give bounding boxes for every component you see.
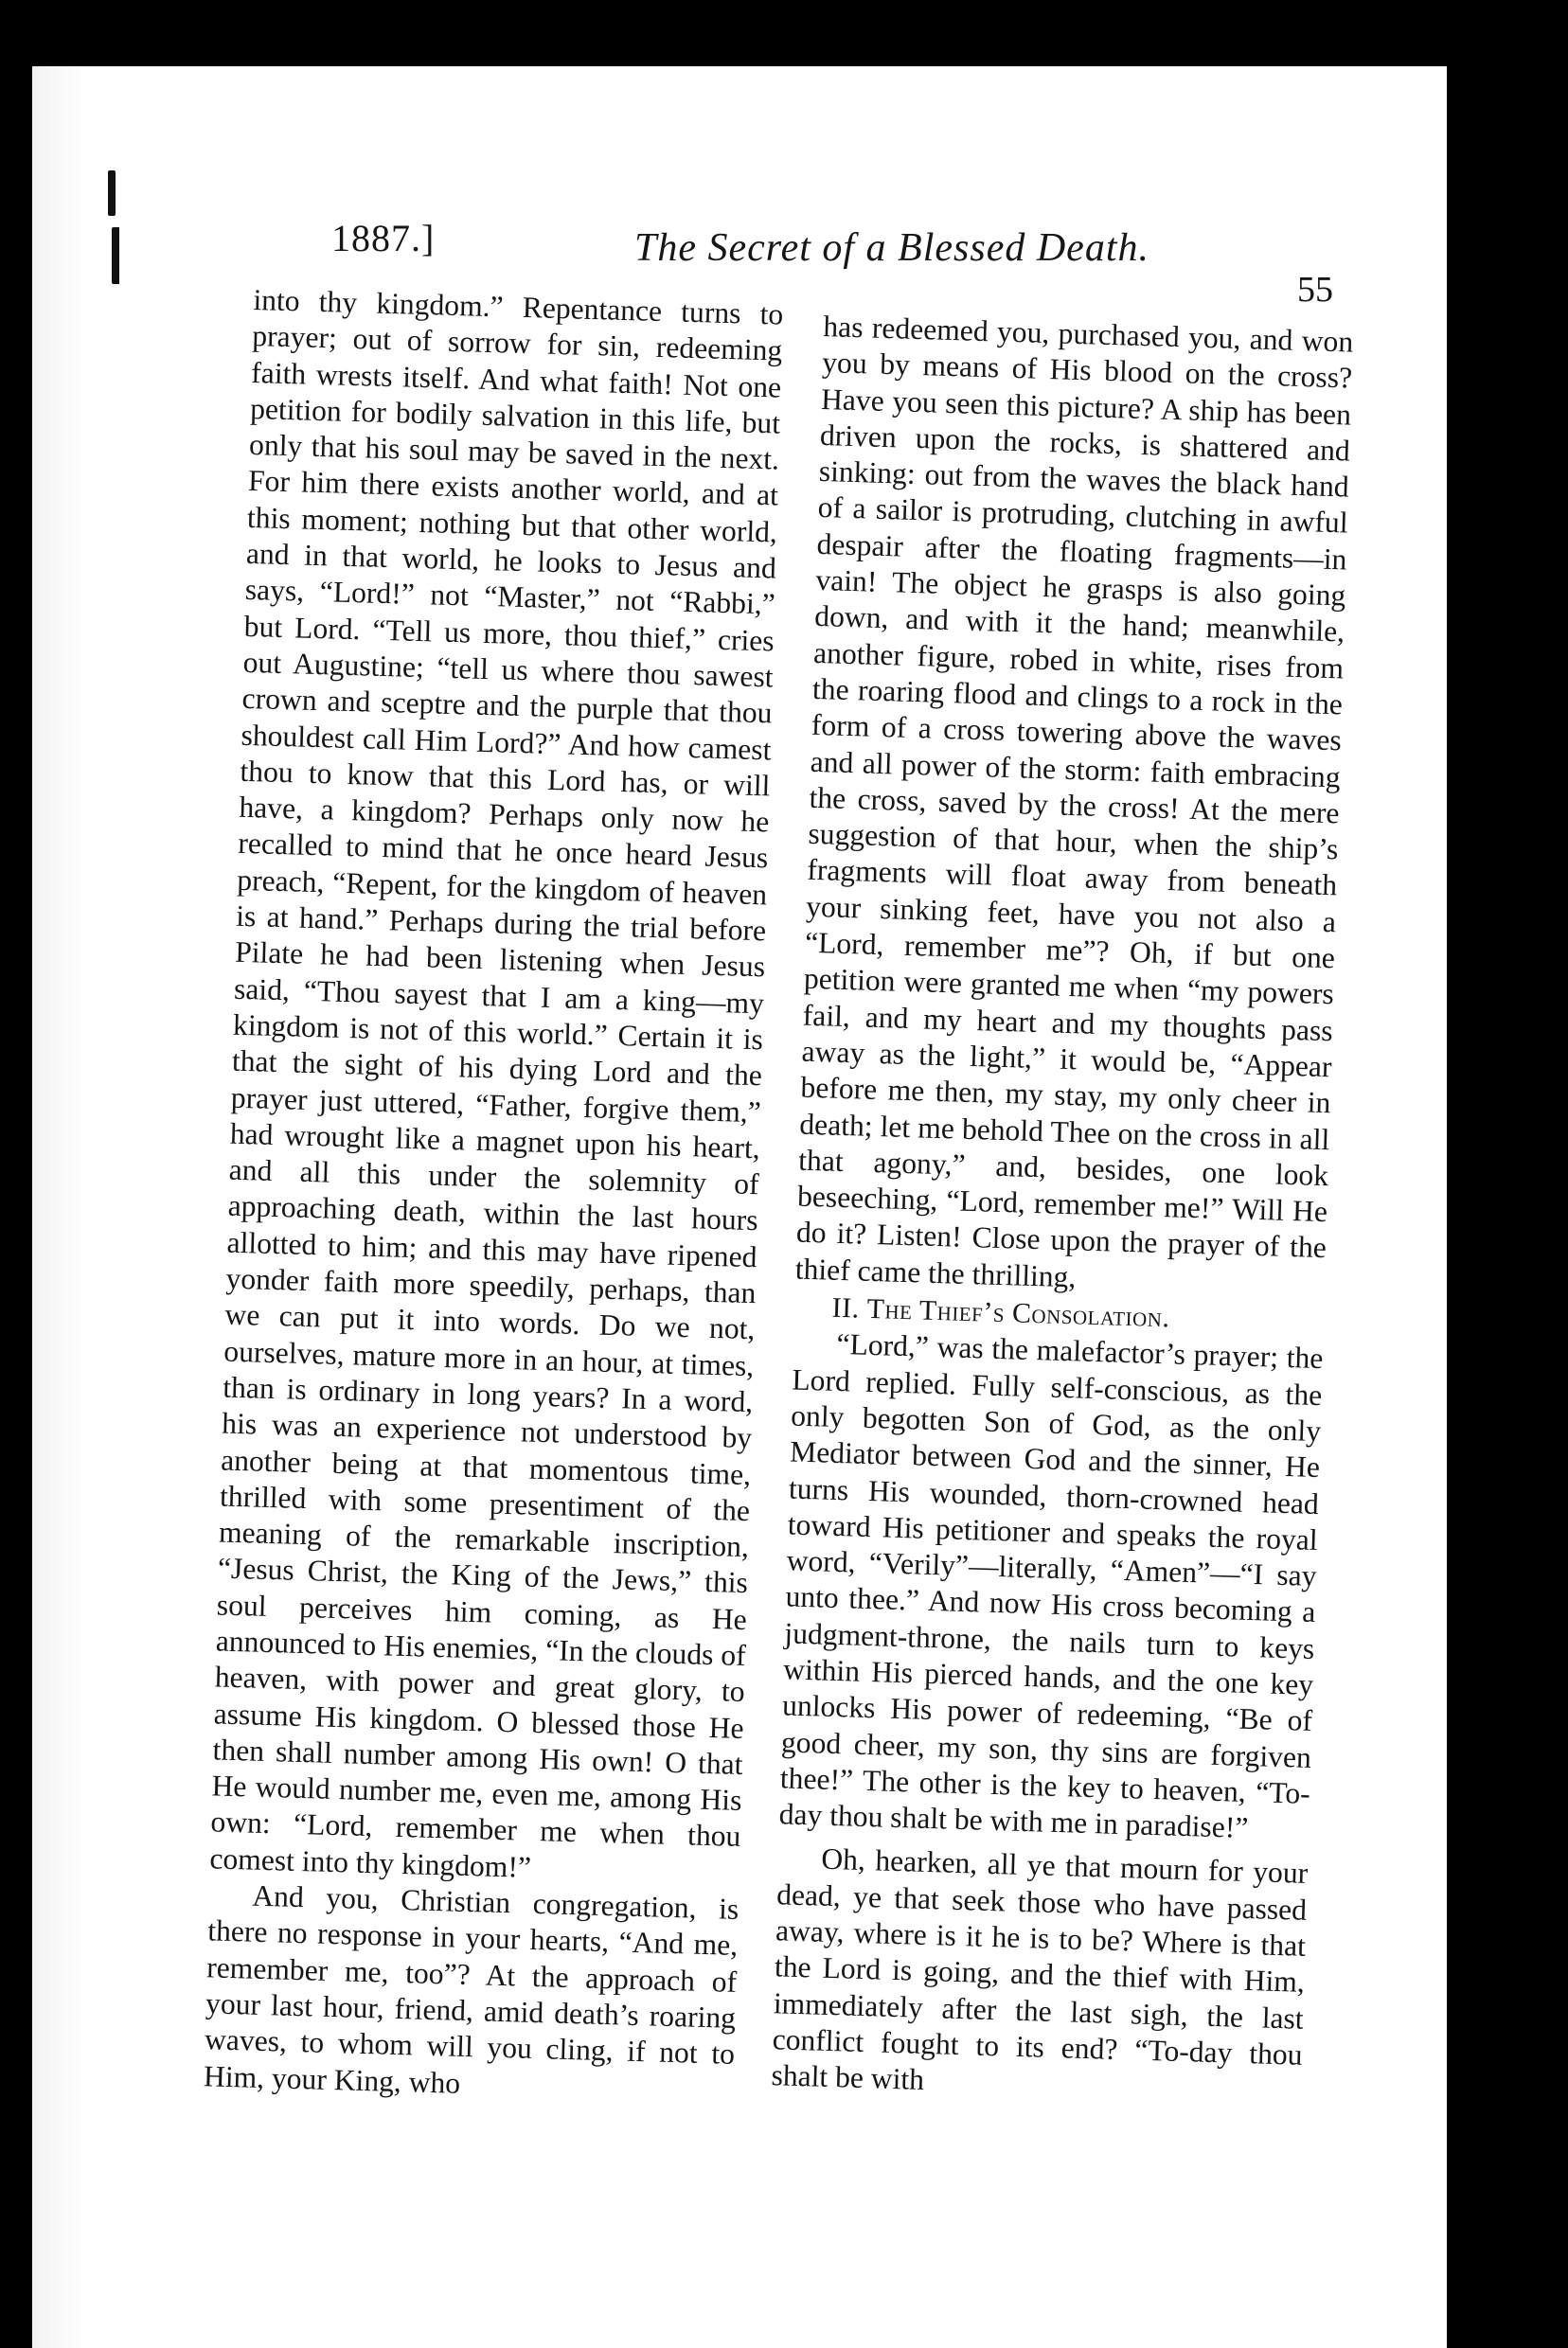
right-column <box>771 309 1354 2109</box>
running-header <box>331 169 1401 310</box>
body-paragraph: Oh, hearken, all ye that mourn for your dead, ye that seek those who have passed away, where is it he is to be? Where is that the Lord is going, and the thief with Him, immediately after the last sigh, the last conflict fought to its end? “To-day thou shalt be with <box>771 1842 1309 2097</box>
body-paragraph: And you, Christian congregation, is there no response in your hearts, “And me, remember me, too”? At the approach of your last hour, friend, amid death’s roaring waves, to whom will you cling, if not to Him, your King, who <box>203 1878 739 2100</box>
left-column <box>204 282 784 2109</box>
scan-border-right <box>1447 0 1568 2348</box>
binding-gutter <box>32 66 119 2348</box>
body-paragraph: “Lord,” was the malefactor’s prayer; the Lord replied. Fully self-conscious, as the only begotten Son of God, as the only Mediator between God and the sinner, He turns His wounded, thorn-crowned head toward His petitioner and speaks the royal word, “Verily”—literally, “Amen”—“I say unto thee.” And now His cross becoming a judgment-throne, the nails turn to keys within His pierced hands, and the one key unlocks His power of redeeming, “Be of good cheer, my son, thy sins are forgiven thee!” The other is the key to heaven, “To-day thou shalt be with me in paradise!” <box>778 1327 1324 1845</box>
body-paragraph: has redeemed you, purchased you, and won you by means of His blood on the cross? Have you seen this picture? A ship has been driven upon the rocks, is shattered and sinking: out from the waves the black hand of a sailor is protruding, clutching in awful despair after the floating fragments—in vain! The object he grasps is also going down, and with it the hand; meanwhile, another figure, robed in white, rises from the roaring flood and clings to a rock in the form of a cross towering above the waves and all power of the storm: faith embracing the cross, saved by the cross! At the mere suggestion of that hour, when the ship’s fragments will float away from beneath your sinking feet, have you not also a “Lord, remember me”? Oh, if but one petition were granted me when “my powers fail, and my heart and my thoughts pass away as the light,” it would be, “Appear before me then, my stay, my only cheer in death; let me behold Thee on the cross in all that agony,” and, besides, one look beseeching, “Lord, remember me!” Will He do it? Listen! Close upon the prayer of the thief came the thrilling, <box>794 309 1354 1294</box>
body-paragraph: into thy kingdom.” Repentance turns to prayer; out of sorrow for sin, redeeming faith wrests itself. And what faith! Not one petition for bodily salvation in this life, but only that his soul may be saved in the next. For him there exists another world, and at this moment; nothing but that other world, and in that world, he looks to Jesus and says, “Lord!” not “Master,” not “Rabbi,” but Lord. “Tell us more, thou thief,” cries out Augustine; “tell us where thou sawest crown and sceptre and the purple that thou shouldest call Him Lord?” And how camest thou to know that this Lord has, or will have, a kingdom? Perhaps only now he recalled to mind that he once heard Jesus preach, “Repent, for the kingdom of heaven is at hand.” Perhaps during the trial before Pilate he had been listening when Jesus said, “Thou sayest that I am a king—my kingdom is not of this world.” Certain it is that the sight of his dying Lord and the prayer just uttered, “Father, forgive them,” had wrought like a magnet upon his heart, and all this under the solemnity of approaching death, within the last hours allotted to him; and this may have ripened yonder faith more speedily, perhaps, than we can put it into words. Do we not, ourselves, mature more in an hour, at times, than is ordinary in long years? In a word, his was an experience not understood by another being at that momentous time, thrilled with some presentiment of the meaning of the remarkable inscription, “Jesus Christ, the King of the Jews,” this soul perceives him coming, as He announced to His enemies, “In the clouds of heaven, with power and great glory, to assume His kingdom. O blessed those He then shall number among His own! O that He would number me, even me, among His own: “Lord, remember me when thou comest into thy kingdom!” <box>209 282 784 1884</box>
page-number: 55 <box>1297 270 1333 310</box>
gutter-mark <box>108 170 116 216</box>
scan-border-left <box>0 0 32 2348</box>
header-title: The Secret of a Blessed Death. <box>634 226 1149 270</box>
section-numeral: II. <box>831 1291 861 1325</box>
section-title: The Thief’s Consolation. <box>866 1292 1170 1334</box>
scan-border-top <box>0 0 1568 66</box>
header-year: 1887.] <box>331 217 436 259</box>
